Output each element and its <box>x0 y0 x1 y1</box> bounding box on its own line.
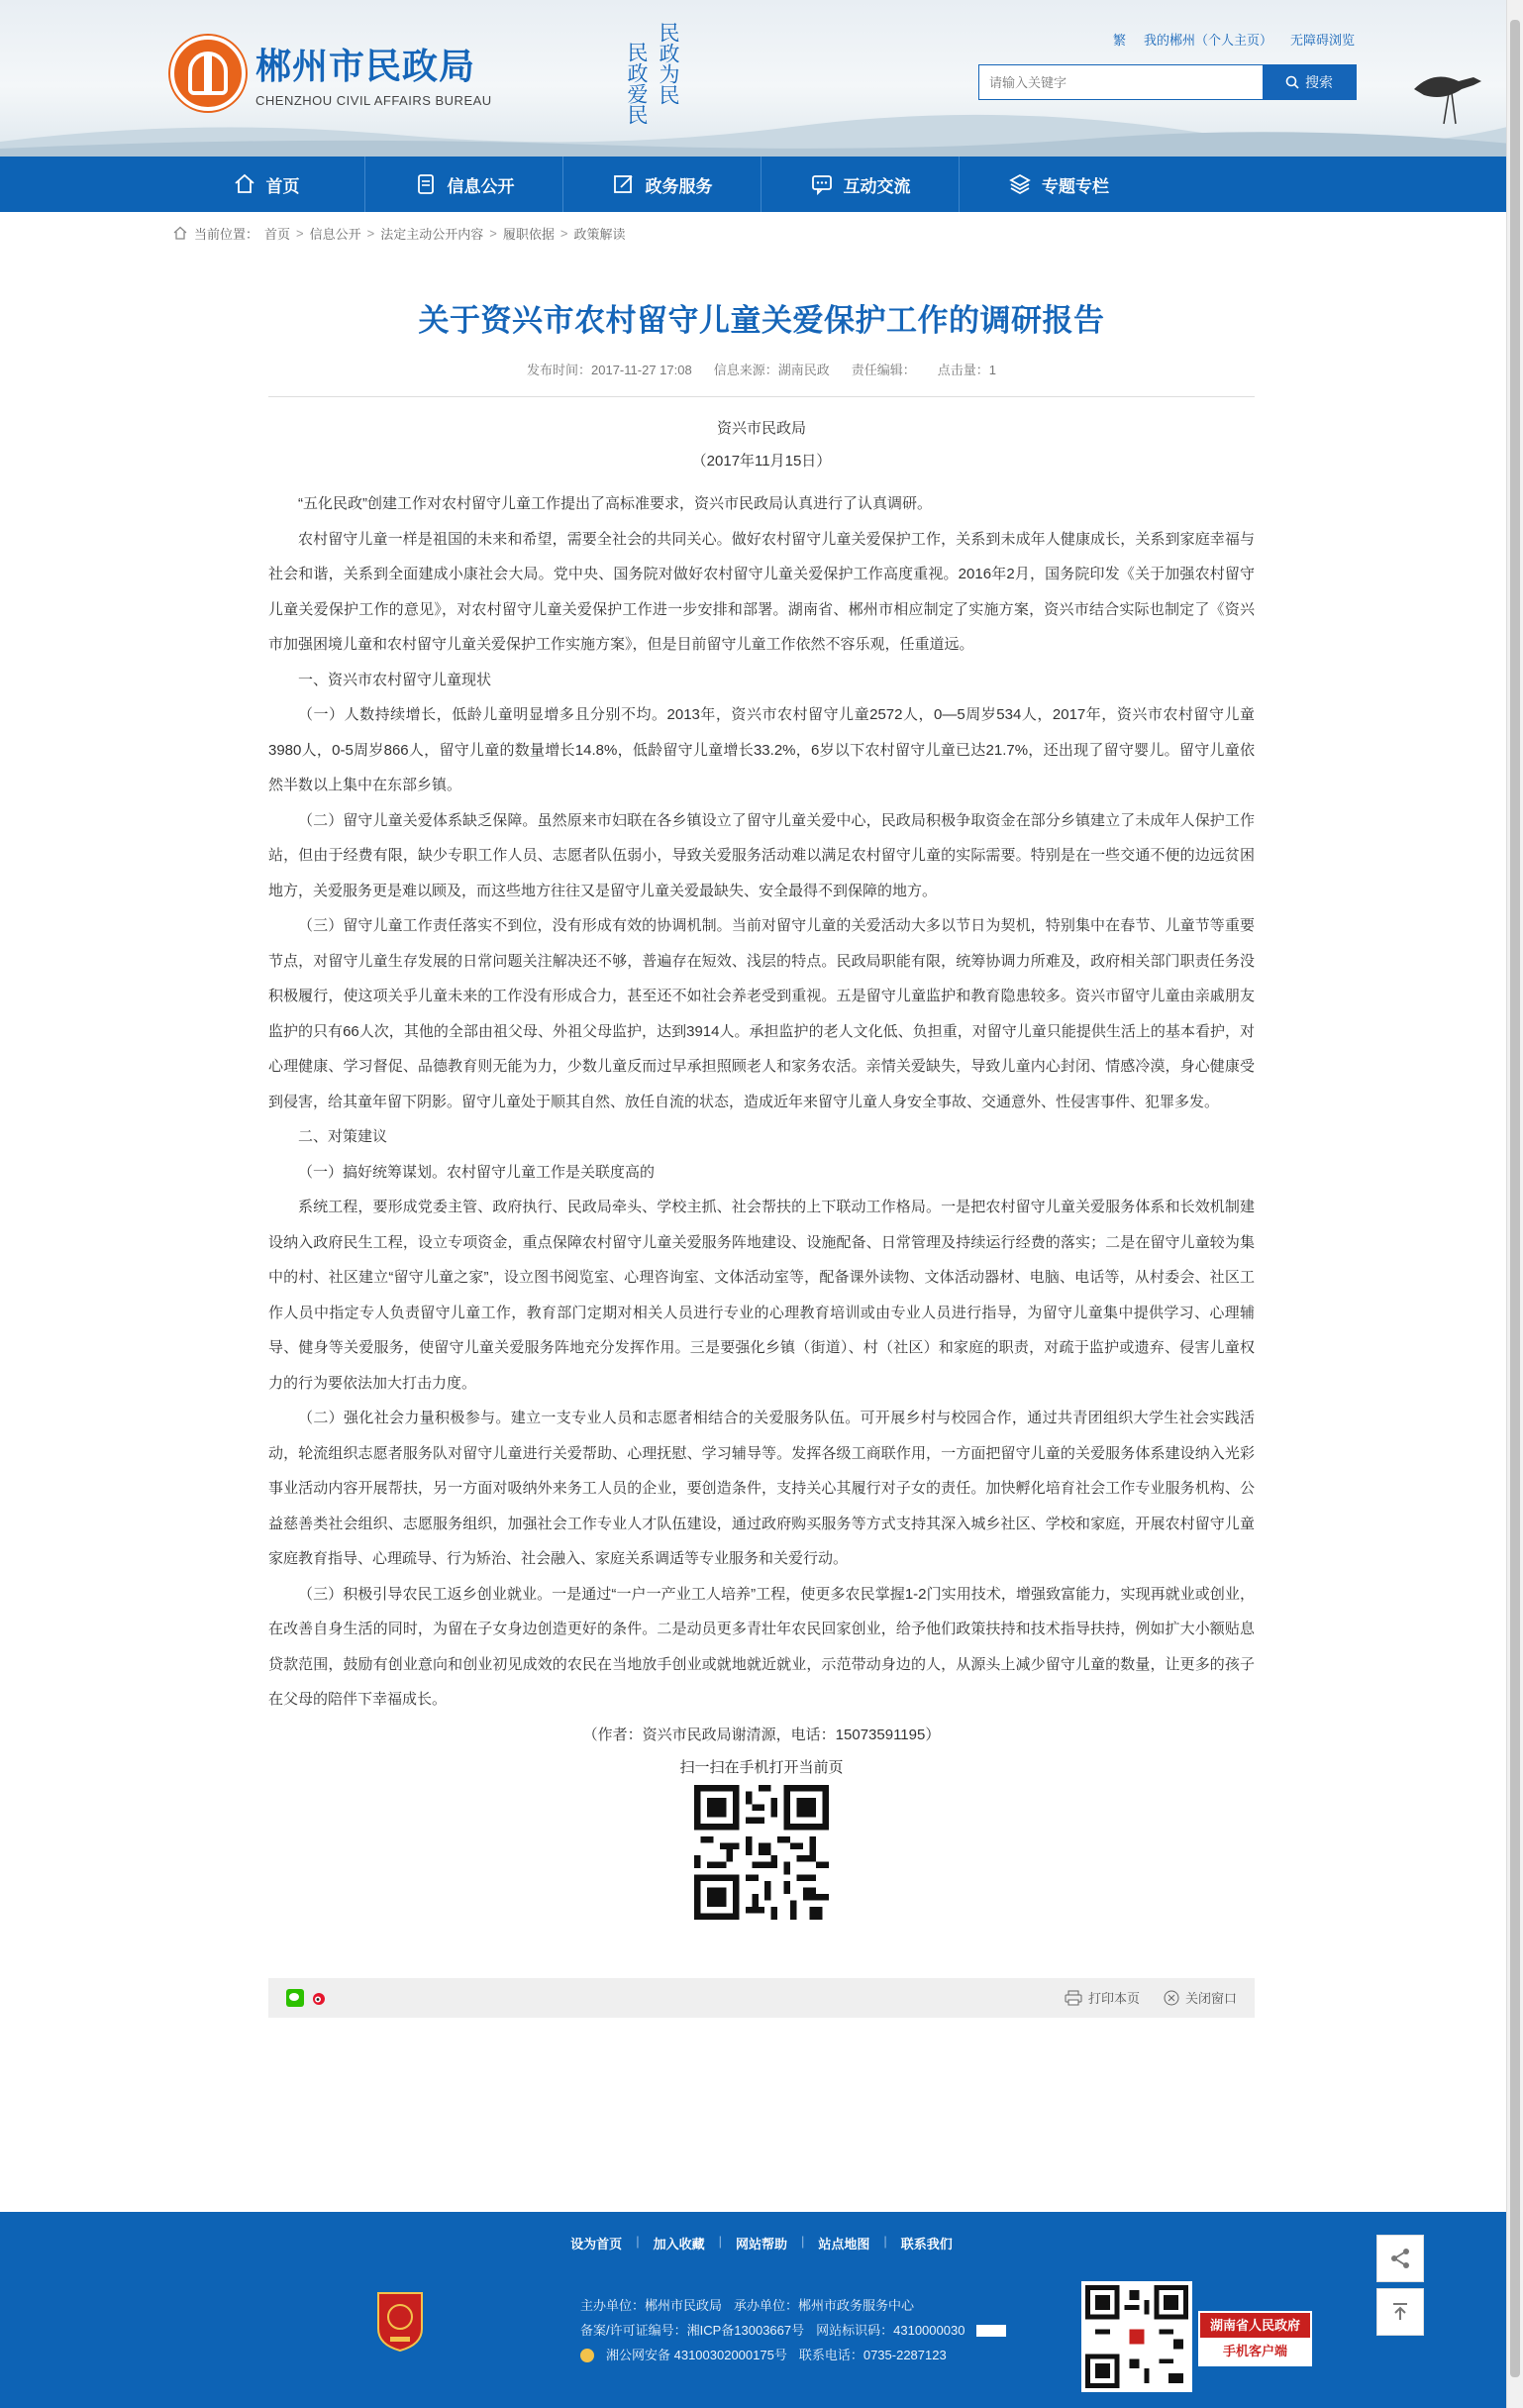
paragraph: （一）人数持续增长，低龄儿童明显增多且分别不均。2013年，资兴市农村留守儿童2572人，0—5周岁534人，2017年，资兴市农村留守儿童3980人，0-5周岁866人，留守儿童的数量增长14.8%，低龄留守儿童增长33.2%，6岁以下农村留守儿童已达21.7%，还出现了留守婴儿。留守儿童依然半数以上集中在东部乡镇。 <box>268 706 1255 793</box>
share-button[interactable] <box>1376 2235 1424 2282</box>
layers-icon <box>1008 172 1032 196</box>
close-window-button[interactable] <box>1164 1988 1237 2007</box>
arrow-up-icon <box>1388 2300 1412 2324</box>
qr-label: 扫一扫在手机打开当前页 <box>679 1758 844 1776</box>
footer-record[interactable]: 备案/许可证编号：湘ICP备13003667号 <box>580 2323 805 2338</box>
police-badge-icon <box>580 2349 594 2362</box>
breadcrumb-item-info[interactable]: 信息公开 <box>309 226 361 242</box>
article-org: 资兴市民政局 <box>716 420 806 437</box>
info-source: 信息来源：湖南民政 <box>713 363 830 377</box>
breadcrumb-item-home[interactable]: 首页 <box>264 226 291 242</box>
my-chenzhou-link[interactable]: 我的郴州（个人主页） <box>1143 33 1272 48</box>
share-bar <box>268 1978 1255 2018</box>
breadcrumb-separator: > <box>489 225 497 241</box>
qr-code-icon <box>1085 2285 1188 2388</box>
footer-link-sitemap[interactable]: 站点地图 <box>818 2237 870 2251</box>
close-icon <box>1164 1990 1179 2006</box>
site-header <box>0 0 1523 157</box>
nav-item-special-topics[interactable] <box>960 157 1158 212</box>
app-badge-subtitle: 手机客户端 <box>1200 2338 1310 2364</box>
side-tools <box>1376 2235 1424 2342</box>
nav-item-label: 政务服务 <box>645 176 713 196</box>
printer-icon <box>1065 1990 1082 2006</box>
search-icon <box>1285 75 1299 89</box>
paragraph: （三）留守儿童工作责任落实不到位，没有形成有效的协调机制。当前对留守儿童的关爱活动大多以节日为契机，特别集中在春节、儿童节等重要节点，对留守儿童生存发展的日常问题关注解决还不够，普遍存在短效、浅层的特点。民政局职能有限，统筹协调力所难及，政府相关部门职责任务没积极履行，使这项关乎儿童未来的工作没有形成合力，甚至还不如社会养老受到重视。五是留守儿童监护和教育隐患较多。资兴市留守儿童由亲戚朋友监护的只有66人次，其他的全部由祖父母、外祖父母监护，达到3914人。承担监护的老人文化低、负担重，对留守儿童只能提供生活上的基本看护，对心理健康、学习督促、品德教育则无能为力，少数儿童反而过早承担照顾老人和家务农活。亲情关爱缺失，导致儿童内心封闭、情感冷漠，身心健康受到侵害，给其童年留下阴影。留守儿童处于顺其自然、放任自流的状态，造成近年来留守儿童人身安全事故、交通意外、性侵害事件、犯罪多发。 <box>268 917 1255 1110</box>
footer-info <box>580 2293 1006 2367</box>
nav-item-label: 专题专栏 <box>1042 176 1109 196</box>
motto-line-1: 民政为民 <box>657 22 680 105</box>
footer-separator: | <box>636 2234 640 2249</box>
scrollbar-thumb[interactable] <box>1510 20 1520 2377</box>
breadcrumb-separator: > <box>366 225 375 241</box>
footer-separator: | <box>801 2234 805 2249</box>
back-to-top-button[interactable] <box>1376 2288 1424 2336</box>
top-links <box>1113 30 1355 49</box>
breadcrumb-separator: > <box>296 225 304 241</box>
home-icon <box>172 225 188 241</box>
site-logo[interactable] <box>170 36 492 111</box>
weibo-icon[interactable] <box>310 1989 328 2007</box>
paragraph: 农村留守儿童一样是祖国的未来和希望，需要全社会的共同关心。做好农村留守儿童关爱保护工作，关系到未成年人健康成长，关系到家庭幸福与社会和谐，关系到全面建成小康社会大局。党中央、国务院对做好农村留守儿童关爱保护工作高度重视。2016年2月，国务院印发《关于加强农村留守儿童关爱保护工作的意见》，对农村留守儿童关爱保护工作进一步安排和部署。湖南省、郴州市相应制定了实施方案，资兴市结合实际也制定了《资兴市加强困境儿童和农村留守儿童关爱保护工作实施方案》，但是目前留守儿童工作依然不容乐观，任重道远。 <box>268 530 1255 653</box>
breadcrumb-item-duty-basis[interactable]: 履职依据 <box>502 226 555 242</box>
wechat-icon[interactable] <box>286 1989 304 2007</box>
print-label: 打印本页 <box>1087 1991 1140 2006</box>
paragraph: （二）强化社会力量积极参与。建立一支专业人员和志愿者相结合的关爱服务队伍。可开展乡村与校园合作，通过共青团组织大学生社会实践活动，轮流组织志愿者服务队对留守儿童进行关爱帮助、心理抚慰、学习辅导等。发挥各级工商联作用，一方面把留守儿童的关爱服务体系建设纳入光彩事业活动内容开展帮扶，另一方面对吸纳外来务工人员的企业，要创造条件，支持关心其履行对子女的责任。加快孵化培育社会工作专业服务机构、公益慈善类社会组织、志愿服务组织，加强社会工作专业人才队伍建设，通过政府购买服务等方式支持其深入城乡社区、学校和家庭，开展农村留守儿童家庭教育指导、心理疏导、行为矫治、社会融入、家庭关系调适等专业服务和关爱行动。 <box>268 1410 1255 1567</box>
motto-calligraphy <box>614 22 683 131</box>
cnzz-icon[interactable] <box>976 2325 1006 2337</box>
nav-item-interaction[interactable] <box>762 157 960 212</box>
publish-time: 发布时间：2017-11-27 17:08 <box>527 363 692 377</box>
search-input[interactable] <box>979 65 1263 99</box>
traditional-chinese-link[interactable]: 繁 <box>1112 33 1126 48</box>
section-heading: 一、资兴市农村留守儿童现状 <box>298 671 492 688</box>
logo-subtitle: CHENZHOU CIVIL AFFAIRS BUREAU <box>255 93 492 108</box>
footer-separator: | <box>718 2234 722 2249</box>
print-button[interactable] <box>1065 1988 1140 2007</box>
editor: 责任编辑： <box>851 363 916 377</box>
breadcrumb-item-statutory[interactable]: 法定主动公开内容 <box>380 226 484 242</box>
paragraph: “五化民政”创建工作对农村留守儿童工作提出了高标准要求，资兴市民政局认真进行了认真调研。 <box>298 495 932 512</box>
motto-line-2: 民政爱民 <box>625 42 649 125</box>
crane-icon <box>1404 59 1493 129</box>
app-badge-title: 湖南省人民政府 <box>1200 2313 1310 2338</box>
home-icon <box>233 172 256 196</box>
section-heading: 二、对策建议 <box>298 1128 388 1145</box>
footer-qr-code <box>1081 2281 1192 2392</box>
chat-icon <box>810 172 834 196</box>
nav-item-gov-services[interactable] <box>563 157 762 212</box>
article <box>268 295 1255 2018</box>
footer-site-code: 网站标识码：4310000030 <box>816 2323 965 2338</box>
article-date: （2017年11月15日） <box>691 453 832 470</box>
breadcrumb-separator: > <box>559 225 568 241</box>
article-title: 关于资兴市农村留守儿童关爱保护工作的调研报告 <box>418 303 1105 338</box>
footer-host: 主办单位：郴州市民政局 <box>580 2298 723 2313</box>
footer-separator: | <box>883 2234 887 2249</box>
author-line: （作者：资兴市民政局谢清源，电话：15073591195） <box>582 1726 941 1743</box>
logo-title: 郴州市民政局 <box>255 46 476 86</box>
hunan-gov-app-badge[interactable] <box>1198 2311 1312 2366</box>
breadcrumb-prefix: 当前位置： <box>194 226 259 242</box>
footer-police[interactable]: 湘公网安备 43100302000175号 <box>606 2348 787 2362</box>
page-scrollbar[interactable] <box>1506 0 1523 2408</box>
article-body <box>268 486 1255 1752</box>
nav-item-home[interactable] <box>167 157 365 212</box>
footer-phone: 联系电话：0735-2287123 <box>798 2348 947 2362</box>
footer-links <box>0 2234 1523 2252</box>
close-label: 关闭窗口 <box>1184 1991 1237 2006</box>
nav-item-label: 首页 <box>265 176 300 196</box>
footer-link-help[interactable]: 网站帮助 <box>735 2237 787 2251</box>
search-box <box>978 64 1357 100</box>
paragraph: （一）搞好统筹谋划。农村留守儿童工作是关联度高的 <box>298 1163 656 1181</box>
paragraph: 系统工程，要形成党委主管、政府执行、民政局牵头、学校主抓、社会帮扶的上下联动工作格局。一是把农村留守儿童关爱服务体系和长效机制建设纳入政府民生工程，设立专项资金，重点保障农村留守儿童关爱服务阵地建设、设施配备、日常管理及持续运行经费的落实；二是在留守儿童较为集中的村、社区建立“留守儿童之家”，设立图书阅览室、心理咨询室、文体活动室等，配备课外读物、文体活动器材、电脑、电话等，从村委会、社区工作人员中指定专人负责留守儿童工作，教育部门定期对相关人员进行专业的心理教育培训或由专业人员进行指导，为留守儿童集中提供学习、心理辅导、健身等关爱服务，使留守儿童关爱服务阵地充分发挥作用。三是要强化乡镇（街道）、村（社区）和家庭的职责，对疏于监护或遗弃、侵害儿童权力的行为要依法加大打击力度。 <box>268 1199 1255 1392</box>
footer-link-set-home[interactable]: 设为首页 <box>570 2237 623 2251</box>
qr-section <box>268 1756 1255 1925</box>
footer-link-contact[interactable]: 联系我们 <box>900 2237 953 2251</box>
nav-item-info-disclosure[interactable] <box>365 157 563 212</box>
main-nav <box>0 157 1523 212</box>
article-meta <box>268 360 1255 397</box>
footer-link-bookmark[interactable]: 加入收藏 <box>653 2237 705 2251</box>
share-icon <box>1388 2247 1412 2270</box>
nav-item-label: 信息公开 <box>447 176 515 196</box>
site-footer <box>0 2212 1523 2408</box>
paragraph: （三）积极引导农民工返乡创业就业。一是通过“一户一产业工人培养”工程，使更多农民掌握1-2门实用技术，增强致富能力，实现再就业或创业，在改善自身生活的同时，为留在子女身边创造更好的条件。二是动员更多青壮年农民回家创业，给予他们政策扶持和技术指导扶持，例如扩大小额贴息贷款范围，鼓励有创业意向和创业初见成效的农民在当地放手创业或就地就近就业，示范带动身边的人，从源头上减少留守儿童的数量，让更多的孩子在父母的陪伴下幸福成长。 <box>268 1585 1255 1708</box>
search-button[interactable] <box>1263 65 1356 99</box>
edit-icon <box>612 172 636 196</box>
party-gov-badge-icon[interactable] <box>374 2289 426 2353</box>
search-button-label: 搜索 <box>1305 74 1333 90</box>
qr-code-icon <box>694 1785 829 1920</box>
document-icon <box>414 172 438 196</box>
paragraph: （二）留守儿童关爱体系缺乏保障。虽然原来市妇联在各乡镇设立了留守儿童关爱中心，民政局积极争取资金在部分乡镇建立了未成年人保护工作站，但由于经费有限，缺少专职工作人员、志愿者队伍弱小，导致关爱服务活动难以满足农村留守儿童的实际需要。特别是在一些交通不便的边远贫困地方，关爱服务更是难以顾及，而这些地方往往又是留守儿童关爱最缺失、安全最得不到保障的地方。 <box>268 811 1255 899</box>
footer-undertaker: 承办单位：郴州市政务服务中心 <box>734 2298 915 2313</box>
breadcrumb-item-policy[interactable]: 政策解读 <box>573 226 626 242</box>
click-count: 点击量：1 <box>937 363 996 377</box>
civil-affairs-emblem-icon <box>170 36 246 111</box>
breadcrumb <box>172 212 1351 254</box>
nav-item-label: 互动交流 <box>843 176 911 196</box>
accessibility-link[interactable]: 无障碍浏览 <box>1289 33 1355 48</box>
